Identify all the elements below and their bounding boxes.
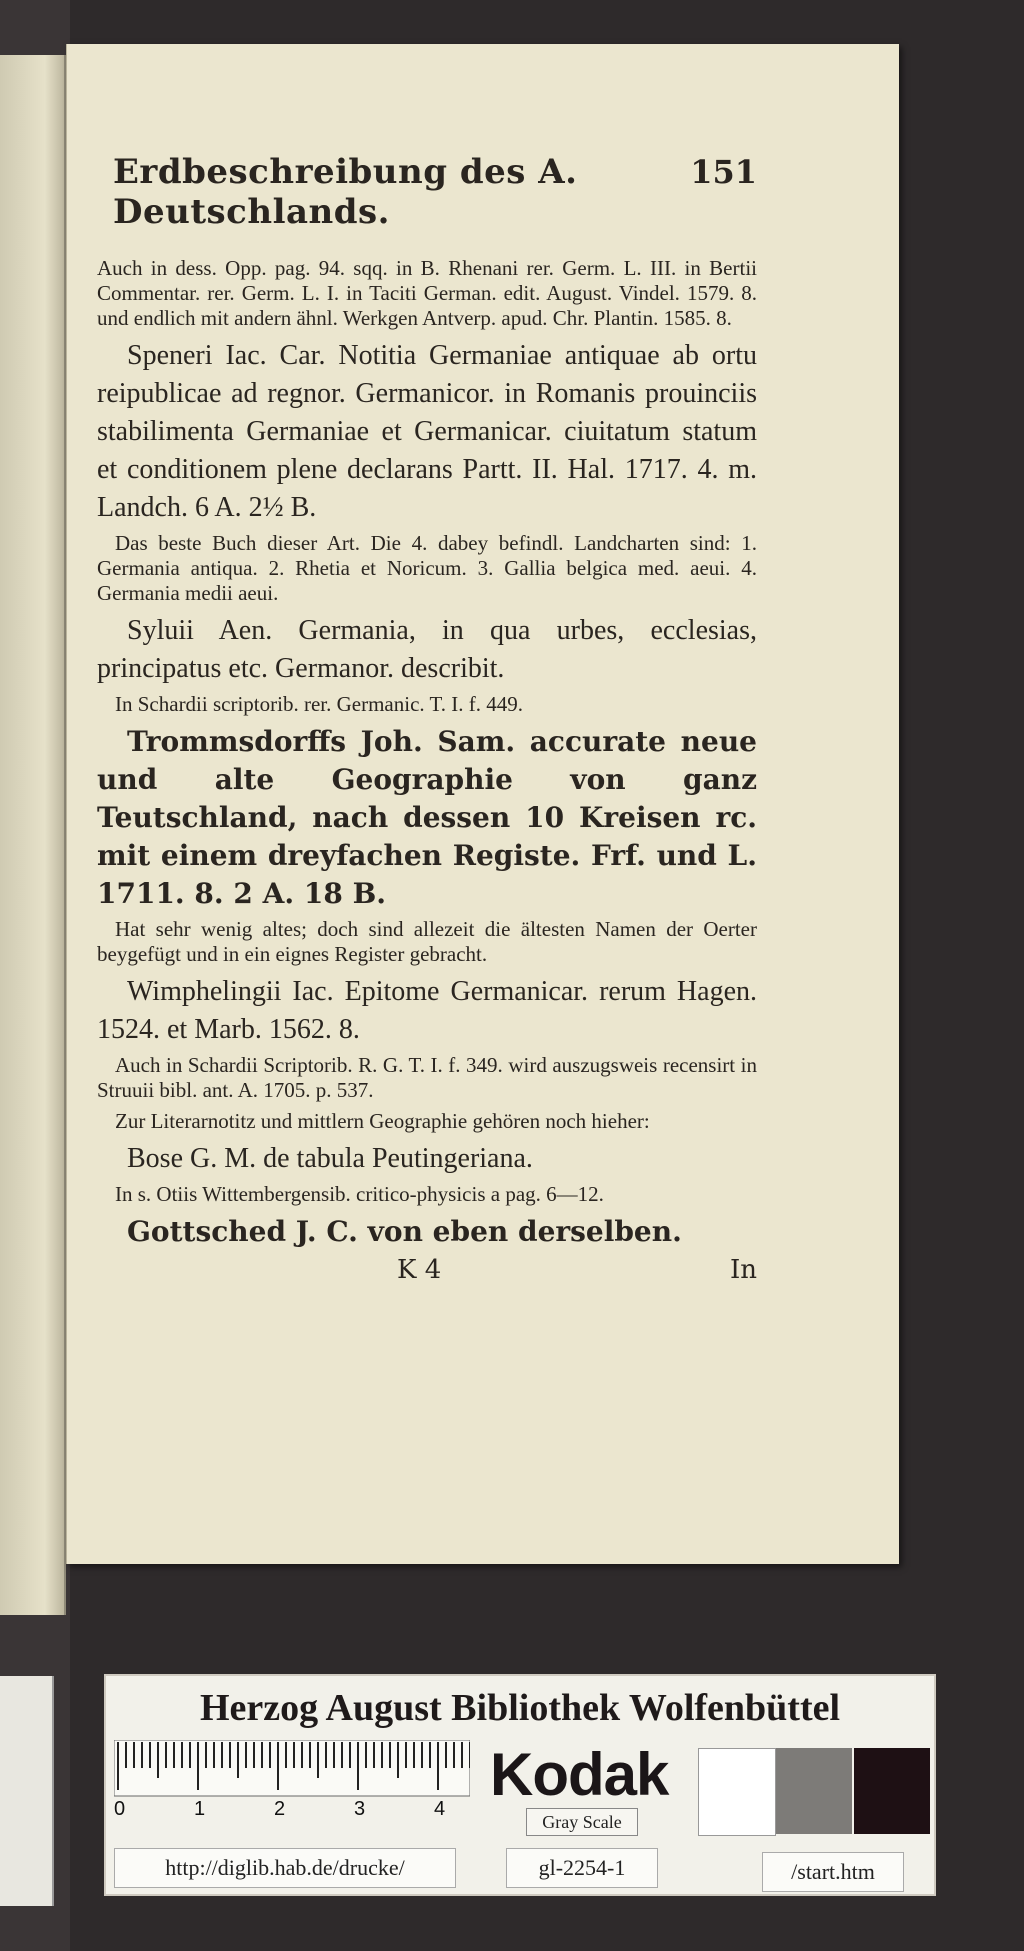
text-block: Gottsched J. C. von eben derselben. xyxy=(127,1215,682,1248)
text-block: In Schardii scriptorib. rer. Germanic. T. I. f. 449. xyxy=(115,692,524,716)
book-page xyxy=(66,44,899,1564)
kodak-logo: Kodak xyxy=(490,1741,669,1808)
text-block: Hat sehr wenig altes; doch sind allezeit die ältesten Namen der Oerter beygefügt und in ein eignes Register gebracht. xyxy=(97,917,757,966)
page-content xyxy=(97,152,757,1285)
identifier-label: gl-2254-1 xyxy=(506,1848,658,1888)
text-block: Bose G. M. de tabula Peutingeriana. xyxy=(127,1143,533,1174)
ruler-number: 0 xyxy=(114,1798,126,1820)
url-label: http://diglib.hab.de/drucke/ xyxy=(114,1848,456,1888)
start-label: /start.htm xyxy=(762,1852,904,1892)
ruler-number: 3 xyxy=(354,1798,366,1820)
text-block: Auch in Schardii Scriptorib. R. G. T. I. f. 349. wird auszugsweis recensirt in Struuii bibl. ant. A. 1705. p. 537. xyxy=(97,1053,757,1102)
text-block: Das beste Buch dieser Art. Die 4. dabey befindl. Landcharten sind: 1. Germania antiqua. 2. Rhetia et Noricum. 3. Gallia belgica med. aeui. 4. Germania medii aeui. xyxy=(97,531,757,605)
black-swatch xyxy=(854,1748,930,1834)
ruler-number: 1 xyxy=(194,1798,206,1820)
ruler-number: 4 xyxy=(434,1798,446,1820)
signature-mark: K 4 xyxy=(397,1255,442,1285)
white-swatch xyxy=(698,1748,776,1836)
gray-scale-label: Gray Scale xyxy=(526,1808,638,1836)
text-block: Trommsdorffs Joh. Sam. accurate neue und alte Geographie von ganz Teutschland, nach dessen 10 Kreisen rc. mit einem dreyfachen Registe. Frf. und L. 1711. 8. 2 A. 18 B. xyxy=(97,725,757,910)
text-block: In s. Otiis Wittembergensib. critico-physicis a pag. 6—12. xyxy=(115,1182,604,1206)
library-target-card xyxy=(104,1674,936,1896)
previous-page-edge xyxy=(0,55,66,1615)
page-header-title: Erdbeschreibung des A. Deutschlands. xyxy=(113,152,578,232)
text-block: Speneri Iac. Car. Notitia Germaniae antiquae ab ortu reipublicae ad regnor. Germanicor. in Romanis prouinciis stabilimenta Germaniae et Germanicar. ciuitatum statum et conditionem plene declarans Partt. II. Hal. 1717. 4. m. Landch. 6 A. 2½ B. xyxy=(97,340,757,523)
text-block: Zur Literarnotitz und mittlern Geographie gehören noch hieher: xyxy=(115,1109,650,1133)
text-block: Wimphelingii Iac. Epitome Germanicar. rerum Hagen. 1524. et Marb. 1562. 8. xyxy=(97,976,757,1045)
text-block: Auch in dess. Opp. pag. 94. sqq. in B. Rhenani rer. Germ. L. III. in Bertii Commentar. rer. Germ. L. I. in Taciti German. edit. August. Vindel. 1579. 8. und endlich mit andern ähnl. Werkgen Antverp. apud. Chr. Plantin. 1585. 8. xyxy=(97,256,757,330)
ruler xyxy=(114,1740,470,1840)
text-block: Syluii Aen. Germania, in qua urbes, ecclesias, principatus etc. Germanor. describit. xyxy=(97,615,757,684)
ruler-ticks xyxy=(114,1740,470,1800)
running-header xyxy=(97,152,757,232)
previous-card-edge xyxy=(0,1676,54,1906)
library-name: Herzog August Bibliothek Wolfenbüttel xyxy=(199,1687,841,1729)
page-number: 151 xyxy=(690,153,757,191)
catchword-line xyxy=(97,1255,757,1285)
gray-swatch xyxy=(776,1748,852,1834)
catchword: In xyxy=(729,1255,757,1285)
ruler-number: 2 xyxy=(274,1798,286,1820)
